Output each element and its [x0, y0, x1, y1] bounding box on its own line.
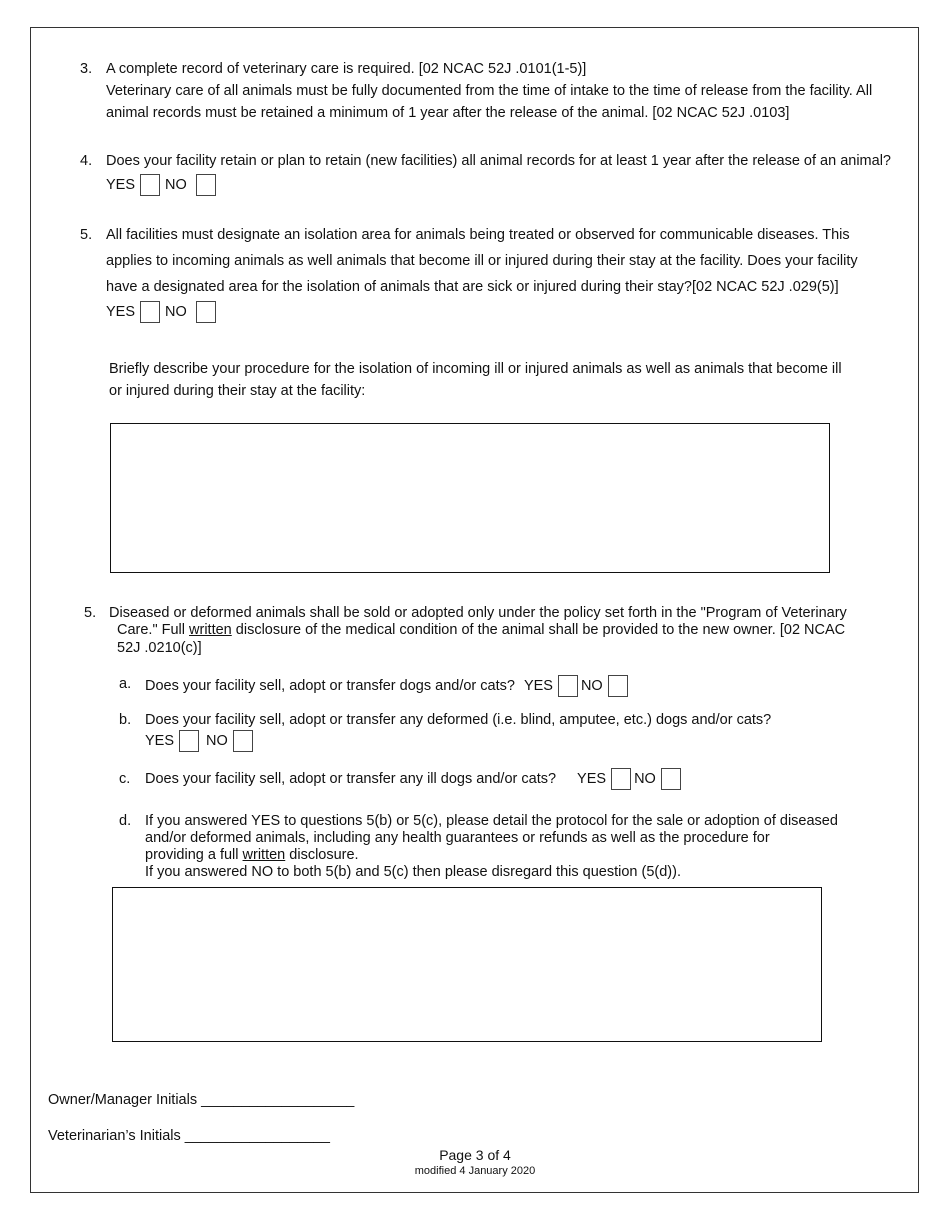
q5b-c-yes-checkbox[interactable] [611, 768, 631, 790]
q4-answer-row [106, 174, 216, 196]
q5b-line-2-post: disclosure of the medical condition of the animal shall be provided to the new owner. [02 NCAC [231, 622, 846, 638]
q5a-line-1: All facilities must designate an isolation area for animals being treated or observed for communicable diseases. This [106, 227, 850, 243]
q3-line-1: A complete record of veterinary care is required. [02 NCAC 52J .0101(1-5)] [106, 61, 587, 77]
q5b-d-line-3-pre: providing a full [145, 847, 243, 863]
q5a-describe-line-2: or injured during their stay at the facility: [109, 383, 366, 399]
q5a-number: 5. [80, 227, 93, 243]
q5b-a-question: Does your facility sell, adopt or transfer dogs and/or cats? [145, 678, 515, 694]
q5b-b-no-checkbox[interactable] [233, 730, 253, 752]
q4-number: 4. [80, 153, 93, 169]
q5b-d-line-3-post: disclosure. [285, 847, 359, 863]
modified-date: modified 4 January 2020 [414, 1165, 536, 1177]
q5b-c-yes-label: YES [577, 771, 607, 787]
q5b-c-question: Does your facility sell, adopt or transfer any ill dogs and/or cats? [145, 771, 557, 787]
q5b-d-line-3 [145, 846, 359, 864]
q5a-yes-label: YES [106, 304, 136, 320]
q5b-d-line-2: and/or deformed animals, including any health guarantees or refunds as well as the procedure for [145, 830, 770, 846]
q4-yes-label: YES [106, 177, 136, 193]
q5b-written-underlined: written [189, 622, 232, 638]
q5b-c-label: c. [119, 771, 131, 787]
q5a-line-2: applies to incoming animals as well animals that become ill or injured during their stay at the facility. Does your facility [106, 253, 858, 269]
q3-number: 3. [80, 61, 93, 77]
q5b-a-yes-label: YES [523, 678, 553, 694]
q5a-no-label: NO [165, 304, 187, 320]
q5b-d-line-1: If you answered YES to questions 5(b) or 5(c), please detail the protocol for the sale or adoption of diseased [145, 813, 838, 829]
q5b-line-1: Diseased or deformed animals shall be sold or adopted only under the policy set forth in the "Program of Veterinary [109, 605, 847, 621]
veterinarian-initials[interactable]: Veterinarian’s Initials __________________ [48, 1128, 330, 1144]
q4-no-checkbox[interactable] [196, 174, 216, 196]
q5b-a-label: a. [119, 676, 132, 692]
q5b-a-no-checkbox[interactable] [608, 675, 628, 697]
q5a-answer-row [106, 301, 216, 323]
q5b-d-written-underlined: written [242, 847, 286, 863]
q4-no-label: NO [165, 177, 187, 193]
q3-line-3: animal records must be retained a minimum of 1 year after the release of the animal. [02 NCAC 52J .0103] [106, 105, 790, 121]
q5b-b-question: Does your facility sell, adopt or transfer any deformed (i.e. blind, amputee, etc.) dogs and/or cats? [145, 712, 772, 728]
q5a-describe-line-1: Briefly describe your procedure for the isolation of incoming ill or injured animals as well as animals that become ill [109, 361, 842, 377]
q5b-d-label: d. [119, 813, 132, 829]
q4-yes-checkbox[interactable] [140, 174, 160, 196]
q5b-d-line-4: If you answered NO to both 5(b) and 5(c) then please disregard this question (5(d)). [145, 864, 681, 880]
q5b-c-row [145, 767, 681, 791]
owner-manager-initials[interactable]: Owner/Manager Initials ___________________ [48, 1092, 355, 1108]
sale-adoption-protocol-textbox[interactable] [112, 887, 822, 1042]
q5b-line-2-pre: Care." Full [117, 622, 190, 638]
q5b-b-yes-checkbox[interactable] [179, 730, 199, 752]
page-number: Page 3 of 4 [439, 1147, 511, 1163]
q4-question: Does your facility retain or plan to retain (new facilities) all animal records for at least 1 year after the release of an animal? [106, 153, 891, 169]
q3-line-2: Veterinary care of all animals must be fully documented from the time of intake to the time of release from the facility. All [106, 83, 873, 99]
q5b-c-no-checkbox[interactable] [661, 768, 681, 790]
q5b-a-no-label: NO [580, 678, 603, 694]
q5b-number: 5. [84, 605, 97, 621]
q5a-yes-checkbox[interactable] [140, 301, 160, 323]
q5b-line-3: 52J .0210(c)] [117, 640, 202, 656]
q5b-b-row [145, 730, 253, 752]
q5b-a-row [145, 674, 628, 698]
q5b-a-yes-checkbox[interactable] [558, 675, 578, 697]
isolation-procedure-textbox[interactable] [110, 423, 830, 573]
q5b-c-no-label: NO [634, 771, 656, 787]
q5a-line-3: have a designated area for the isolation of animals that are sick or injured during their stay?[02 NCAC 52J .029(5)] [106, 279, 839, 295]
q5b-b-label: b. [119, 712, 132, 728]
q5b-line-2 [117, 621, 845, 639]
q5a-no-checkbox[interactable] [196, 301, 216, 323]
q5b-b-no-label: NO [206, 733, 228, 749]
q5b-b-yes-label: YES [145, 733, 175, 749]
